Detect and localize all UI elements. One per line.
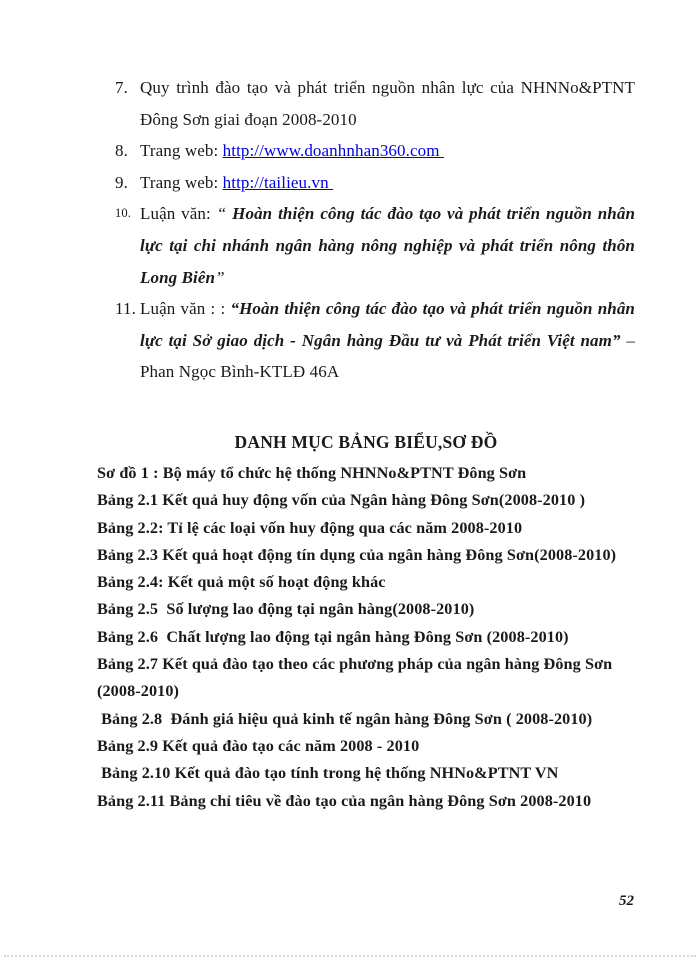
reference-list	[97, 72, 635, 388]
page-number: 52	[619, 893, 634, 909]
toc-item: Bảng 2.2: Tỉ lệ các loại vốn huy động qua các năm 2008-2010	[97, 518, 523, 537]
text-run: Luận văn : :	[140, 299, 231, 319]
list-number: 7.	[115, 78, 128, 97]
toc-item: Bảng 2.6 Chất lượng lao động tại ngân hàng Đông Sơn (2008-2010)	[97, 627, 569, 646]
text-run: Hoàn thiện công tác đào tạo và phát triển nguồn nhân lực tại chi nhánh ngân hàng nông nghiệp và phát triển nông thôn Long Biên	[140, 204, 635, 287]
reference-item	[97, 198, 635, 293]
list-number: 11.	[115, 299, 136, 319]
text-run: – Phan Ngọc Bình-KTLĐ 46A	[140, 330, 636, 382]
toc-item: Bảng 2.7 Kết quả đào tạo theo các phương pháp của ngân hàng Đông Sơn (2008-2010)	[97, 655, 617, 701]
text-run: Trang web:	[140, 141, 223, 161]
reference-text	[140, 204, 635, 286]
reference-text	[140, 299, 635, 381]
reference-item	[97, 167, 635, 199]
section-title: DANH MỤC BẢNG BIỂU,SƠ ĐỒ	[234, 431, 498, 452]
text-run: Luận văn:	[140, 204, 217, 224]
toc-list	[97, 460, 635, 815]
text-run: “	[216, 204, 233, 224]
toc-item: Bảng 2.11 Bảng chỉ tiêu về đào tạo của ngân hàng Đông Sơn 2008-2010	[97, 791, 592, 810]
list-number: 10.	[115, 206, 131, 221]
toc-item: Bảng 2.5 Số lượng lao động tại ngân hàng(2008-2010)	[97, 600, 475, 619]
toc-item: Sơ đồ 1 : Bộ máy tổ chức hệ thống NHNNo&PTNT Đông Sơn	[97, 463, 527, 482]
text-run: “Hoàn thiện công tác đào tạo và phát triển nguồn nhân lực tại Sở giao dịch - Ngân hàng Đầu tư và Phát triển Việt nam”	[140, 299, 635, 350]
list-number: 8.	[115, 141, 128, 161]
toc-item: Bảng 2.1 Kết quả huy động vốn của Ngân hàng Đông Sơn(2008-2010 )	[97, 491, 586, 510]
toc-item: Bảng 2.3 Kết quả hoạt động tín dụng của ngân hàng Đông Sơn(2008-2010)	[97, 545, 617, 564]
reference-item	[97, 293, 635, 388]
toc-item: Bảng 2.10 Kết quả đào tạo tính trong hệ thống NHNo&PTNT VN	[97, 764, 559, 783]
toc-item: Bảng 2.9 Kết quả đào tạo các năm 2008 - 2010	[97, 736, 420, 755]
text-run: ”	[215, 267, 225, 287]
reference-text	[140, 141, 444, 160]
text-run: Quy trình đào tạo và phát triển nguồn nhân lực của NHNNo&PTNT Đông Sơn giai đoạn 2008-2010	[140, 78, 635, 129]
reference-item	[97, 135, 635, 167]
toc-item: Bảng 2.8 Đánh giá hiệu quả kinh tế ngân hàng Đông Sơn ( 2008-2010)	[97, 709, 593, 728]
reference-text	[140, 173, 333, 192]
reference-text	[140, 78, 635, 129]
hyperlink[interactable]: http://www.doanhnhan360.com	[222, 141, 444, 161]
list-number: 9.	[115, 172, 128, 192]
toc-item: Bảng 2.4: Kết quả một số hoạt động khác	[97, 573, 386, 592]
page-content	[97, 72, 635, 815]
hyperlink[interactable]: http://tailieu.vn	[222, 172, 334, 192]
page-break-divider	[4, 955, 696, 957]
text-run: Trang web:	[140, 172, 223, 192]
reference-item	[97, 72, 635, 135]
